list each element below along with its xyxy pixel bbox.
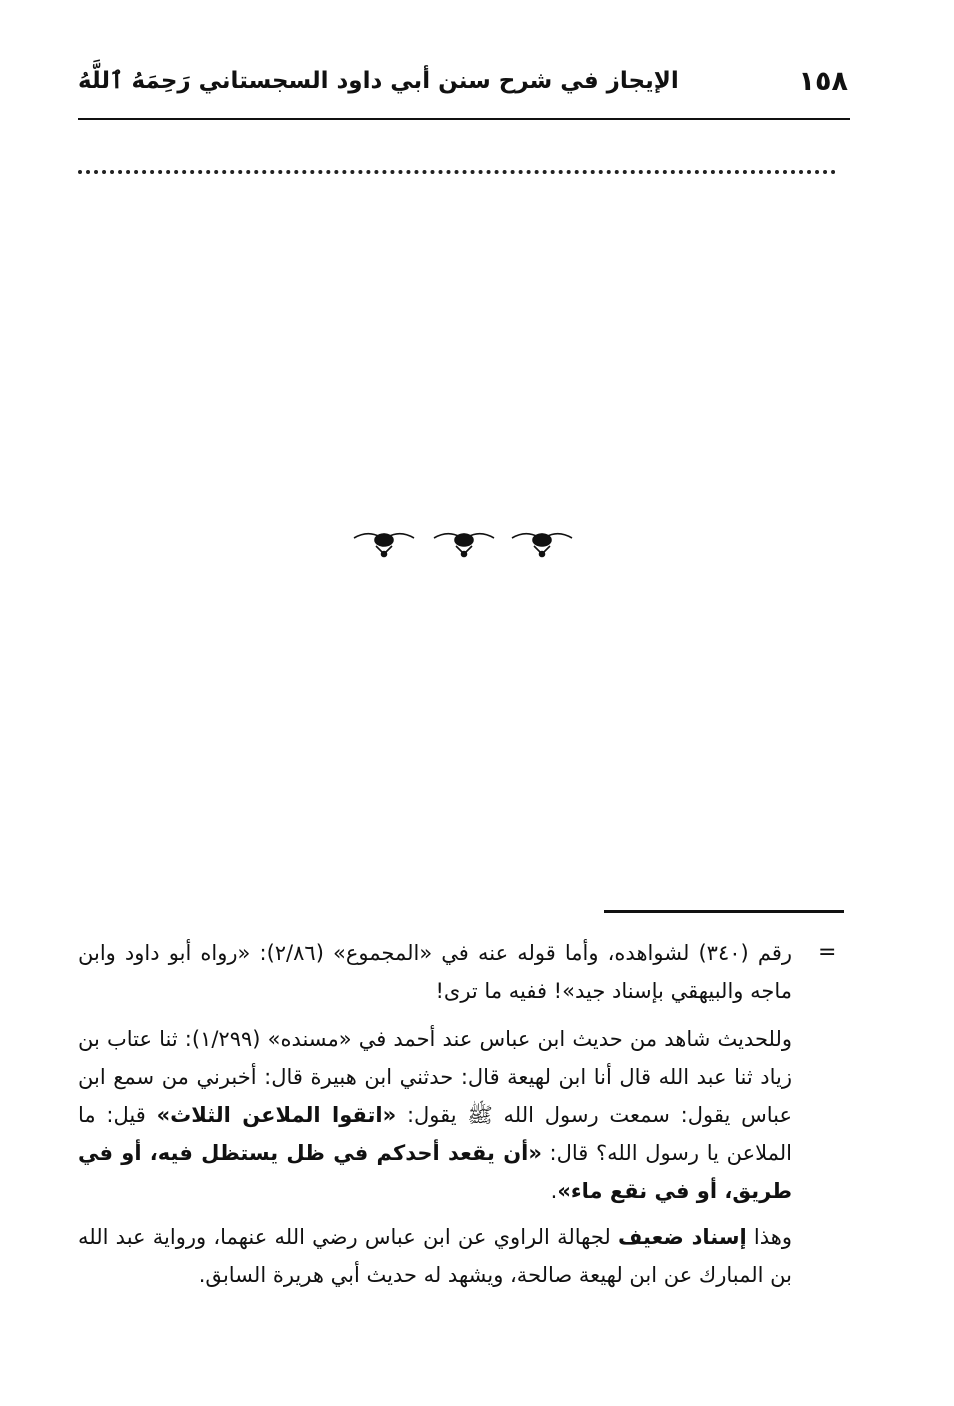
text-segment: قيل: ما الملاعن يا رسول الله؟ قال:: [78, 1103, 792, 1165]
footnotes: [78, 934, 792, 1302]
hadith-quote: «اتقوا الملاعن الثلاث»: [156, 1103, 397, 1127]
text-segment: وللحديث شاهد من حديث ابن عباس عند أحمد في «مسنده» (١/٢٩٩): ثنا عتاب بن زياد ثنا عبد الله قال أنا ابن لهيعة قال: حدثني ابن هبيرة قال: أخبرني من سمع ابن عباس يقول: سمعت رسول الله ﷺ يقول:: [78, 1027, 792, 1127]
grading-term: إسناد ضعيف: [618, 1225, 747, 1249]
hadith-quote: «أن يقعد أحدكم في ظل يستظل فيه، أو في طريق، أو في نقع ماء»: [78, 1141, 792, 1203]
ornament-motif-2: [434, 534, 494, 557]
text-segment: .: [550, 1179, 558, 1203]
page-header: [78, 62, 848, 102]
book-title: الإيجاز في شرح سنن أبي داود السجستاني رَحِمَهُ ٱللَّهُ: [78, 68, 679, 94]
footnote-separator: [604, 910, 844, 913]
ornament-motif-3: [512, 534, 572, 557]
footnote-paragraph-2: [78, 1020, 792, 1210]
section-ornament: [350, 522, 576, 558]
footnote-paragraph-1: رقم (٣٤٠) لشواهده، وأما قوله عنه في «المجموع» (٢/٨٦): «رواه أبو داود وابن ماجه والبيهقي بإسناد جيد»! ففيه ما ترى!: [78, 941, 792, 1003]
header-rule: [78, 118, 850, 120]
footnote-paragraph-3: [78, 1218, 792, 1294]
continuation-mark: =: [818, 940, 837, 965]
ornament-motif-1: [354, 534, 414, 557]
page-number: ١٥٨: [798, 66, 848, 97]
text-segment: وهذا: [746, 1225, 793, 1249]
dotted-line: [78, 170, 836, 174]
text-segment: لجهالة الراوي عن ابن عباس رضي الله عنهما، ورواية عبد الله بن المبارك عن ابن لهيعة صالحة، ويشهد له حديث أبي هريرة السابق.: [78, 1225, 792, 1287]
